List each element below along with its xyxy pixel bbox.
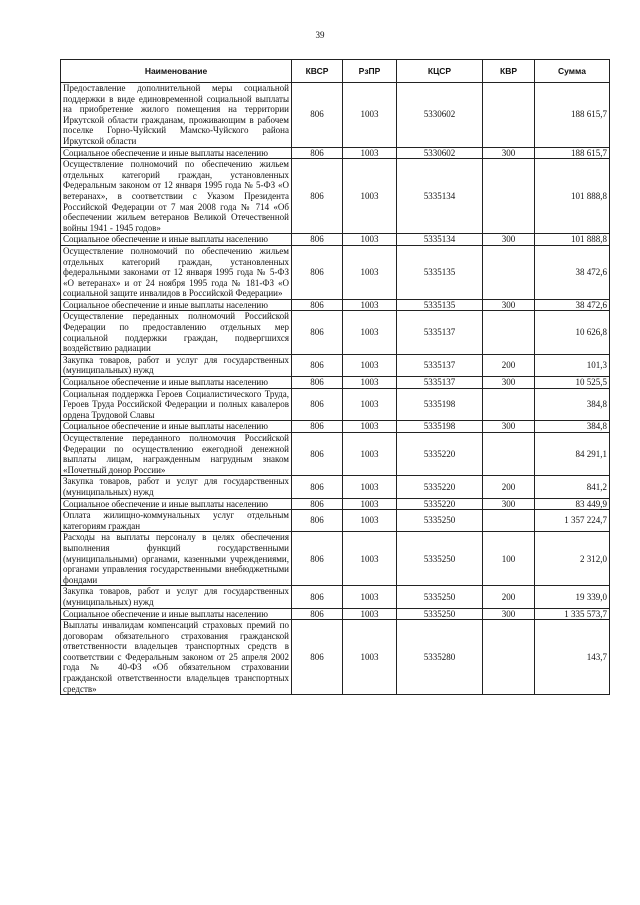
cell-rzpr: 1003 — [343, 159, 397, 234]
table-row — [61, 608, 610, 620]
cell-name: Закупка товаров, работ и услуг для государственных (муниципальных) нужд — [61, 586, 292, 608]
cell-kvsr: 806 — [292, 311, 343, 354]
cell-name: Закупка товаров, работ и услуг для государственных (муниципальных) нужд — [61, 476, 292, 498]
cell-kvr — [483, 311, 535, 354]
cell-kvsr: 806 — [292, 476, 343, 498]
table-row — [61, 354, 610, 376]
cell-kvsr: 806 — [292, 586, 343, 608]
cell-kcsr: 5335135 — [397, 299, 483, 311]
cell-kcsr: 5335198 — [397, 388, 483, 421]
cell-name: Выплаты инвалидам компенсаций страховых премий по договорам обязательного страхования гражданской ответственности владельцев транспортных средств в соответствии с Федеральным законом от 25 апреля 2002 года № 40-ФЗ «Об обязательном страховании гражданской ответственности владельцев транспортных средств» — [61, 620, 292, 695]
cell-kvr: 300 — [483, 421, 535, 433]
cell-kcsr: 5335134 — [397, 234, 483, 246]
table-row — [61, 586, 610, 608]
table-header-row — [61, 60, 610, 83]
cell-kvr — [483, 388, 535, 421]
cell-kvr: 300 — [483, 147, 535, 159]
cell-kvr — [483, 620, 535, 695]
cell-name: Осуществление переданного полномочия Российской Федерации по осуществлению ежегодной денежной выплаты лицам, награжденным нагрудным знаком «Почетный донор России» — [61, 433, 292, 476]
cell-name: Осуществление полномочий по обеспечению жильем отдельных категорий граждан, установленных федеральными законами от 12 января 1995 года № 5-ФЗ «О ветеранах» и от 24 ноября 1995 года № 181-ФЗ «О социальной защите инвалидов в Российской Федерации» — [61, 245, 292, 299]
cell-name: Социальное обеспечение и иные выплаты населению — [61, 299, 292, 311]
table-row — [61, 388, 610, 421]
table-row — [61, 147, 610, 159]
cell-kvsr: 806 — [292, 620, 343, 695]
column-header-sum: Сумма — [535, 60, 610, 83]
cell-name: Социальное обеспечение и иные выплаты населению — [61, 147, 292, 159]
cell-sum: 83 449,9 — [535, 498, 610, 510]
cell-name: Социальное обеспечение и иные выплаты населению — [61, 608, 292, 620]
cell-kvsr: 806 — [292, 433, 343, 476]
cell-rzpr: 1003 — [343, 510, 397, 532]
cell-rzpr: 1003 — [343, 354, 397, 376]
cell-kcsr: 5335198 — [397, 421, 483, 433]
cell-kvsr: 806 — [292, 159, 343, 234]
table-row — [61, 510, 610, 532]
cell-sum: 101,3 — [535, 354, 610, 376]
table-row — [61, 498, 610, 510]
cell-rzpr: 1003 — [343, 433, 397, 476]
cell-name: Социальное обеспечение и иные выплаты населению — [61, 377, 292, 389]
cell-rzpr: 1003 — [343, 311, 397, 354]
cell-sum: 19 339,0 — [535, 586, 610, 608]
column-header-name: Наименование — [61, 60, 292, 83]
cell-kcsr: 5330602 — [397, 83, 483, 148]
cell-kvsr: 806 — [292, 421, 343, 433]
column-header-kvsr: КВСР — [292, 60, 343, 83]
cell-sum: 143,7 — [535, 620, 610, 695]
table-row — [61, 421, 610, 433]
cell-kvr: 200 — [483, 354, 535, 376]
column-header-kcsr: КЦСР — [397, 60, 483, 83]
cell-rzpr: 1003 — [343, 620, 397, 695]
cell-kvr: 300 — [483, 377, 535, 389]
cell-kvsr: 806 — [292, 83, 343, 148]
cell-kcsr: 5335137 — [397, 354, 483, 376]
cell-rzpr: 1003 — [343, 83, 397, 148]
cell-kvr: 100 — [483, 532, 535, 586]
cell-kvsr: 806 — [292, 510, 343, 532]
cell-kvr: 300 — [483, 234, 535, 246]
cell-kvr: 200 — [483, 586, 535, 608]
cell-kvsr: 806 — [292, 299, 343, 311]
cell-kcsr: 5335220 — [397, 498, 483, 510]
cell-rzpr: 1003 — [343, 245, 397, 299]
cell-kvsr: 806 — [292, 608, 343, 620]
table-row — [61, 299, 610, 311]
cell-kcsr: 5330602 — [397, 147, 483, 159]
table-row — [61, 311, 610, 354]
table-row — [61, 532, 610, 586]
table-row — [61, 234, 610, 246]
cell-name: Социальная поддержка Героев Социалистического Труда, Героев Труда Российской Федерации и полных кавалеров ордена Трудовой Славы — [61, 388, 292, 421]
cell-rzpr: 1003 — [343, 299, 397, 311]
cell-kcsr: 5335250 — [397, 510, 483, 532]
cell-name: Социальное обеспечение и иные выплаты населению — [61, 421, 292, 433]
table-row — [61, 620, 610, 695]
cell-sum: 101 888,8 — [535, 234, 610, 246]
table-body — [61, 83, 610, 695]
cell-rzpr: 1003 — [343, 147, 397, 159]
cell-kcsr: 5335280 — [397, 620, 483, 695]
cell-name: Закупка товаров, работ и услуг для государственных (муниципальных) нужд — [61, 354, 292, 376]
table-row — [61, 245, 610, 299]
cell-name: Предоставление дополнительной меры социальной поддержки в виде единовременной социальной выплаты на приобретение жилого помещения на территории Иркутской области гражданам, проживающим в рабочем поселке Горно-Чуйский Мамско-Чуйского района Иркутской области — [61, 83, 292, 148]
cell-rzpr: 1003 — [343, 234, 397, 246]
cell-kcsr: 5335250 — [397, 586, 483, 608]
cell-name: Социальное обеспечение и иные выплаты населению — [61, 498, 292, 510]
cell-kvsr: 806 — [292, 147, 343, 159]
cell-kcsr: 5335137 — [397, 377, 483, 389]
cell-kcsr: 5335135 — [397, 245, 483, 299]
cell-sum: 10 626,8 — [535, 311, 610, 354]
cell-kcsr: 5335250 — [397, 532, 483, 586]
cell-name: Осуществление переданных полномочий Российской Федерации по предоставлению отдельных мер социальной поддержки граждан, подвергшихся воздействию радиации — [61, 311, 292, 354]
cell-kvr — [483, 433, 535, 476]
cell-name: Оплата жилищно-коммунальных услуг отдельным категориям граждан — [61, 510, 292, 532]
cell-kvr — [483, 159, 535, 234]
cell-name: Осуществление полномочий по обеспечению жильем отдельных категорий граждан, установленных Федеральным законом от 12 января 1995 года № 5-ФЗ «О ветеранах», в соответствии с Указом Президента Российской Федерации от 7 мая 2008 года № 714 «Об обеспечении жильем ветеранов Великой Отечественной войны 1941 - 1945 годов» — [61, 159, 292, 234]
cell-sum: 841,2 — [535, 476, 610, 498]
cell-sum: 384,8 — [535, 421, 610, 433]
cell-sum: 188 615,7 — [535, 83, 610, 148]
cell-sum: 188 615,7 — [535, 147, 610, 159]
cell-rzpr: 1003 — [343, 532, 397, 586]
cell-rzpr: 1003 — [343, 586, 397, 608]
cell-rzpr: 1003 — [343, 608, 397, 620]
budget-table — [60, 59, 610, 695]
cell-kcsr: 5335220 — [397, 476, 483, 498]
cell-sum: 10 525,5 — [535, 377, 610, 389]
cell-kvsr: 806 — [292, 377, 343, 389]
cell-kcsr: 5335134 — [397, 159, 483, 234]
table-row — [61, 83, 610, 148]
cell-kvr: 200 — [483, 476, 535, 498]
page-number: 39 — [315, 30, 325, 40]
cell-kvr: 300 — [483, 299, 535, 311]
cell-rzpr: 1003 — [343, 377, 397, 389]
cell-sum: 38 472,6 — [535, 245, 610, 299]
table-row — [61, 433, 610, 476]
cell-rzpr: 1003 — [343, 388, 397, 421]
cell-kvr: 300 — [483, 608, 535, 620]
cell-name: Социальное обеспечение и иные выплаты населению — [61, 234, 292, 246]
cell-name: Расходы на выплаты персоналу в целях обеспечения выполнения функций государственными (муниципальными) органами, казенными учреждениями, органами управления государственными внебюджетными фондами — [61, 532, 292, 586]
cell-kvsr: 806 — [292, 388, 343, 421]
cell-kcsr: 5335220 — [397, 433, 483, 476]
cell-rzpr: 1003 — [343, 498, 397, 510]
cell-kcsr: 5335137 — [397, 311, 483, 354]
column-header-kvr: КВР — [483, 60, 535, 83]
cell-sum: 1 335 573,7 — [535, 608, 610, 620]
cell-kvsr: 806 — [292, 498, 343, 510]
cell-kvsr: 806 — [292, 354, 343, 376]
cell-kvsr: 806 — [292, 245, 343, 299]
cell-kvr — [483, 510, 535, 532]
cell-kcsr: 5335250 — [397, 608, 483, 620]
cell-sum: 2 312,0 — [535, 532, 610, 586]
cell-rzpr: 1003 — [343, 421, 397, 433]
cell-kvr: 300 — [483, 498, 535, 510]
cell-kvr — [483, 83, 535, 148]
cell-sum: 38 472,6 — [535, 299, 610, 311]
column-header-rzpr: РзПР — [343, 60, 397, 83]
table-row — [61, 476, 610, 498]
cell-kvsr: 806 — [292, 234, 343, 246]
cell-sum: 101 888,8 — [535, 159, 610, 234]
cell-rzpr: 1003 — [343, 476, 397, 498]
table-row — [61, 377, 610, 389]
cell-sum: 84 291,1 — [535, 433, 610, 476]
cell-sum: 1 357 224,7 — [535, 510, 610, 532]
cell-kvsr: 806 — [292, 532, 343, 586]
cell-kvr — [483, 245, 535, 299]
cell-sum: 384,8 — [535, 388, 610, 421]
table-row — [61, 159, 610, 234]
